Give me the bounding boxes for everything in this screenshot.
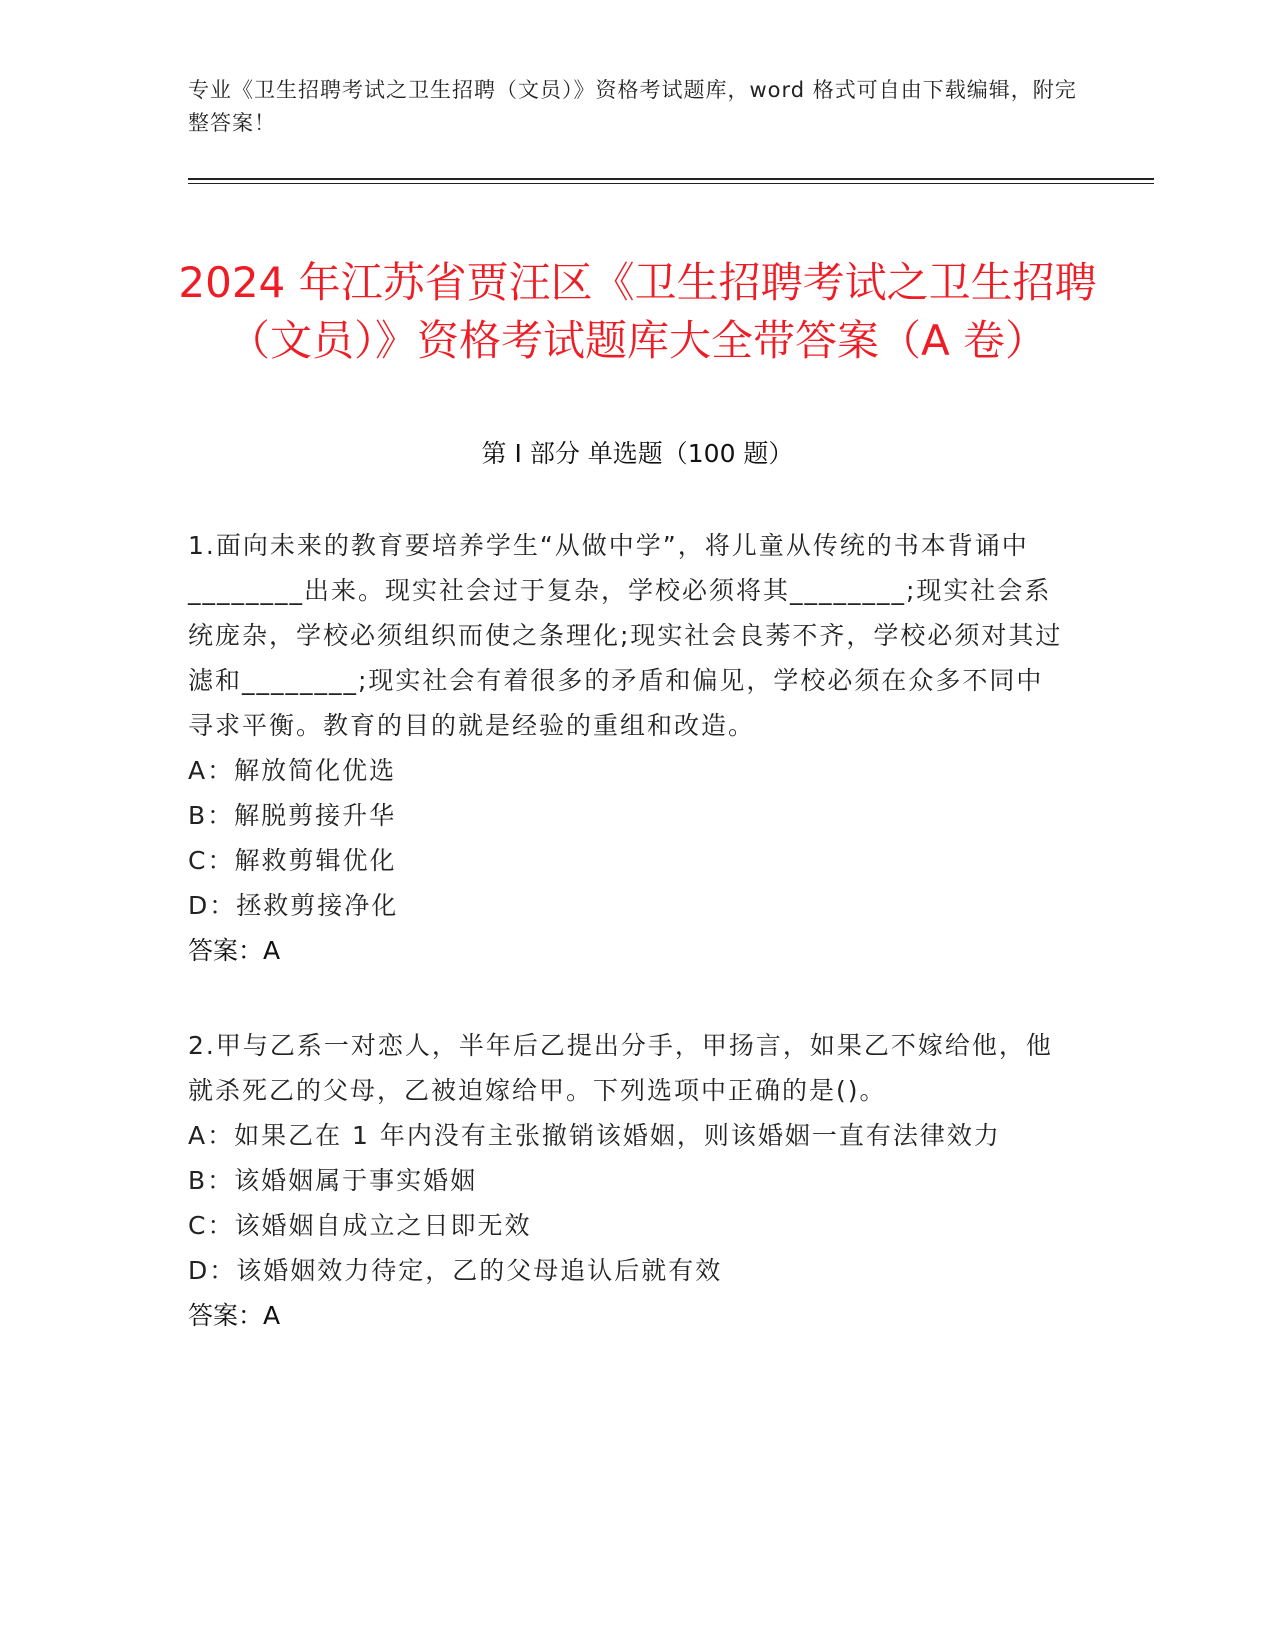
header-divider-thick (188, 178, 1154, 180)
question-1 (188, 523, 1068, 973)
header-note: 专业《卫生招聘考试之卫生招聘（文员）》资格考试题库，word 格式可自由下载编辑，附完整答案！ (188, 78, 1077, 135)
option-d: D：该婚姻效力待定，乙的父母追认后就有效 (188, 1256, 723, 1285)
answer-label: 答案：A (188, 936, 281, 965)
option-a: A：解放简化优选 (188, 756, 397, 785)
option-c: C：解救剪辑优化 (188, 846, 397, 875)
answer-label: 答案：A (188, 1301, 281, 1330)
option-a: A：如果乙在 1 年内没有主张撤销该婚姻，则该婚姻一直有法律效力 (188, 1121, 1001, 1150)
question-stem: 1.面向未来的教育要培养学生“从做中学”，将儿童从传统的书本背诵中________出来。现实社会过于复杂，学校必须将其________;现实社会系统庞杂，学校必须组织而使之条理化;现实社会良莠不齐，学校必须对其过滤和________;现实社会有着很多的矛盾和偏见，学校必须在众多不同中寻求平衡。教育的目的就是经验的重组和改造。 (188, 531, 1063, 740)
option-d: D：拯救剪接净化 (188, 891, 399, 920)
option-c: C：该婚姻自成立之日即无效 (188, 1211, 532, 1240)
option-b: B：解脱剪接升华 (188, 801, 397, 830)
question-stem: 2.甲与乙系一对恋人，半年后乙提出分手，甲扬言，如果乙不嫁给他，他就杀死乙的父母，乙被迫嫁给甲。下列选项中正确的是()。 (188, 1031, 1053, 1105)
document-title: 2024 年江苏省贾汪区《卫生招聘考试之卫生招聘（文员）》资格考试题库大全带答案（A 卷） (178, 258, 1097, 366)
header-divider-thin (188, 183, 1154, 184)
option-b: B：该婚姻属于事实婚姻 (188, 1166, 478, 1195)
question-2 (188, 1023, 1068, 1338)
section-title: 第 I 部分 单选题（100 题） (481, 439, 794, 468)
